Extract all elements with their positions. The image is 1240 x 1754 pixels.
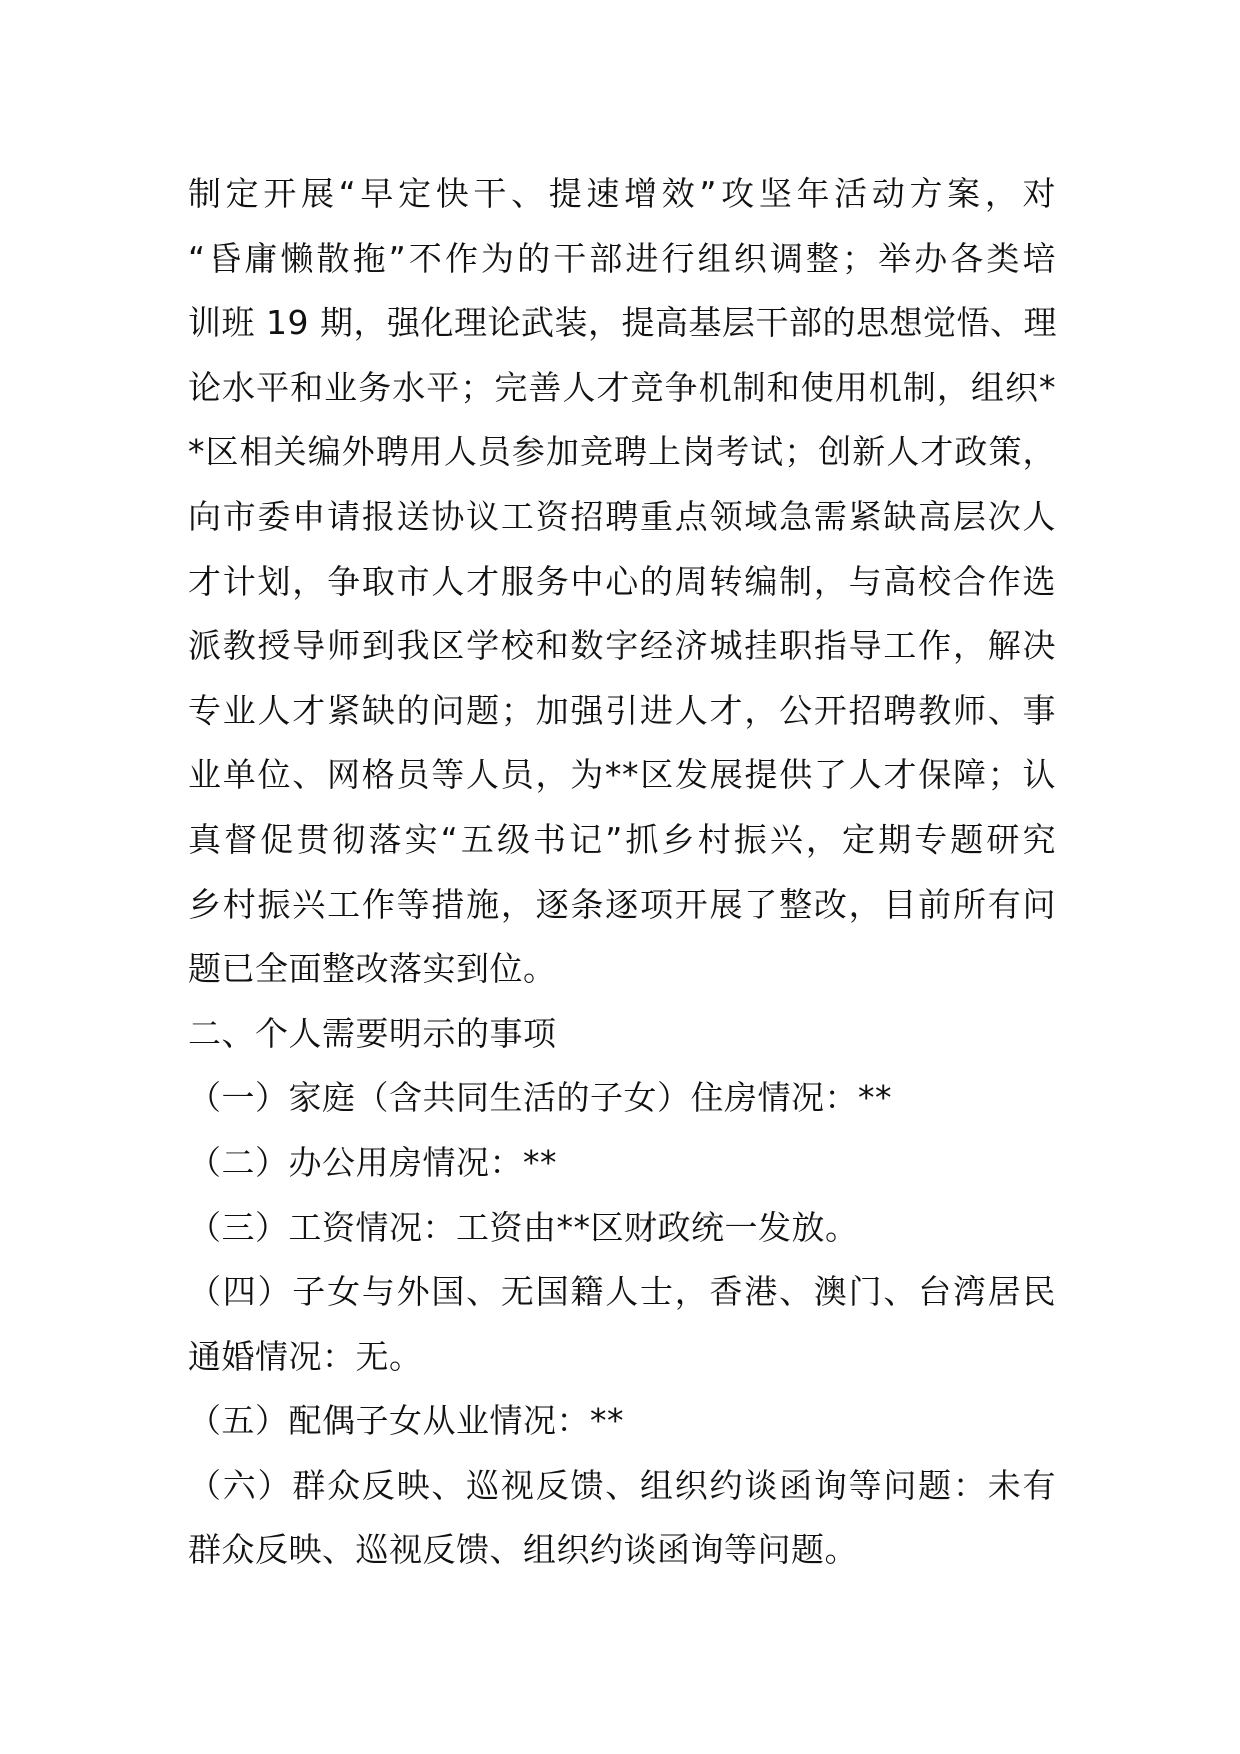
list-item: （三）工资情况：工资由**区财政统一发放。	[188, 1207, 859, 1247]
list-item-continuation: 群众反映、巡视反馈、组织约谈函询等问题。	[188, 1530, 858, 1570]
list-item: （一）家庭（含共同生活的子女）住房情况：**	[188, 1078, 892, 1118]
text-line: 制定开展“早定快干、提速增效”攻坚年活动方案，对	[188, 174, 1056, 213]
text-line: 才计划，争取市人才服务中心的周转编制，与高校合作选	[188, 561, 1056, 601]
text-line: 专业人才紧缺的问题；加强引进人才，公开招聘教师、事	[188, 690, 1056, 730]
text-line: 训班 19 期，强化理论武装，提高基层干部的思想觉悟、理	[188, 303, 1057, 343]
text-line: 真督促贯彻落实“五级书记”抓乡村振兴，定期专题研究	[188, 819, 1056, 859]
list-item: （五）配偶子女从业情况：**	[188, 1401, 624, 1441]
text-line: 题已全面整改落实到位。	[188, 949, 557, 989]
text-line: 向市委申请报送协议工资招聘重点领域急需紧缺高层次人	[188, 496, 1056, 536]
section-heading: 二、个人需要明示的事项	[188, 1013, 557, 1053]
list-item: （二）办公用房情况：**	[188, 1142, 557, 1182]
list-item: （四）子女与外国、无国籍人士，香港、澳门、台湾居民	[188, 1272, 1056, 1312]
text-line: “昏庸懒散拖”不作为的干部进行组织调整；举办各类培	[188, 238, 1056, 278]
document-page	[188, 162, 1056, 1583]
text-line: 业单位、网格员等人员，为**区发展提供了人才保障；认	[188, 755, 1056, 795]
text-line: 派教授导师到我区学校和数字经济城挂职指导工作，解决	[188, 626, 1056, 666]
list-item: （六）群众反映、巡视反馈、组织约谈函询等问题：未有	[188, 1465, 1056, 1505]
text-line: 论水平和业务水平；完善人才竞争机制和使用机制，组织*	[188, 367, 1056, 407]
list-item-continuation: 通婚情况：无。	[188, 1336, 423, 1376]
text-line: 乡村振兴工作等措施，逐条逐项开展了整改，目前所有问	[188, 884, 1056, 924]
text-line: *区相关编外聘用人员参加竞聘上岗考试；创新人才政策，	[188, 432, 1056, 472]
